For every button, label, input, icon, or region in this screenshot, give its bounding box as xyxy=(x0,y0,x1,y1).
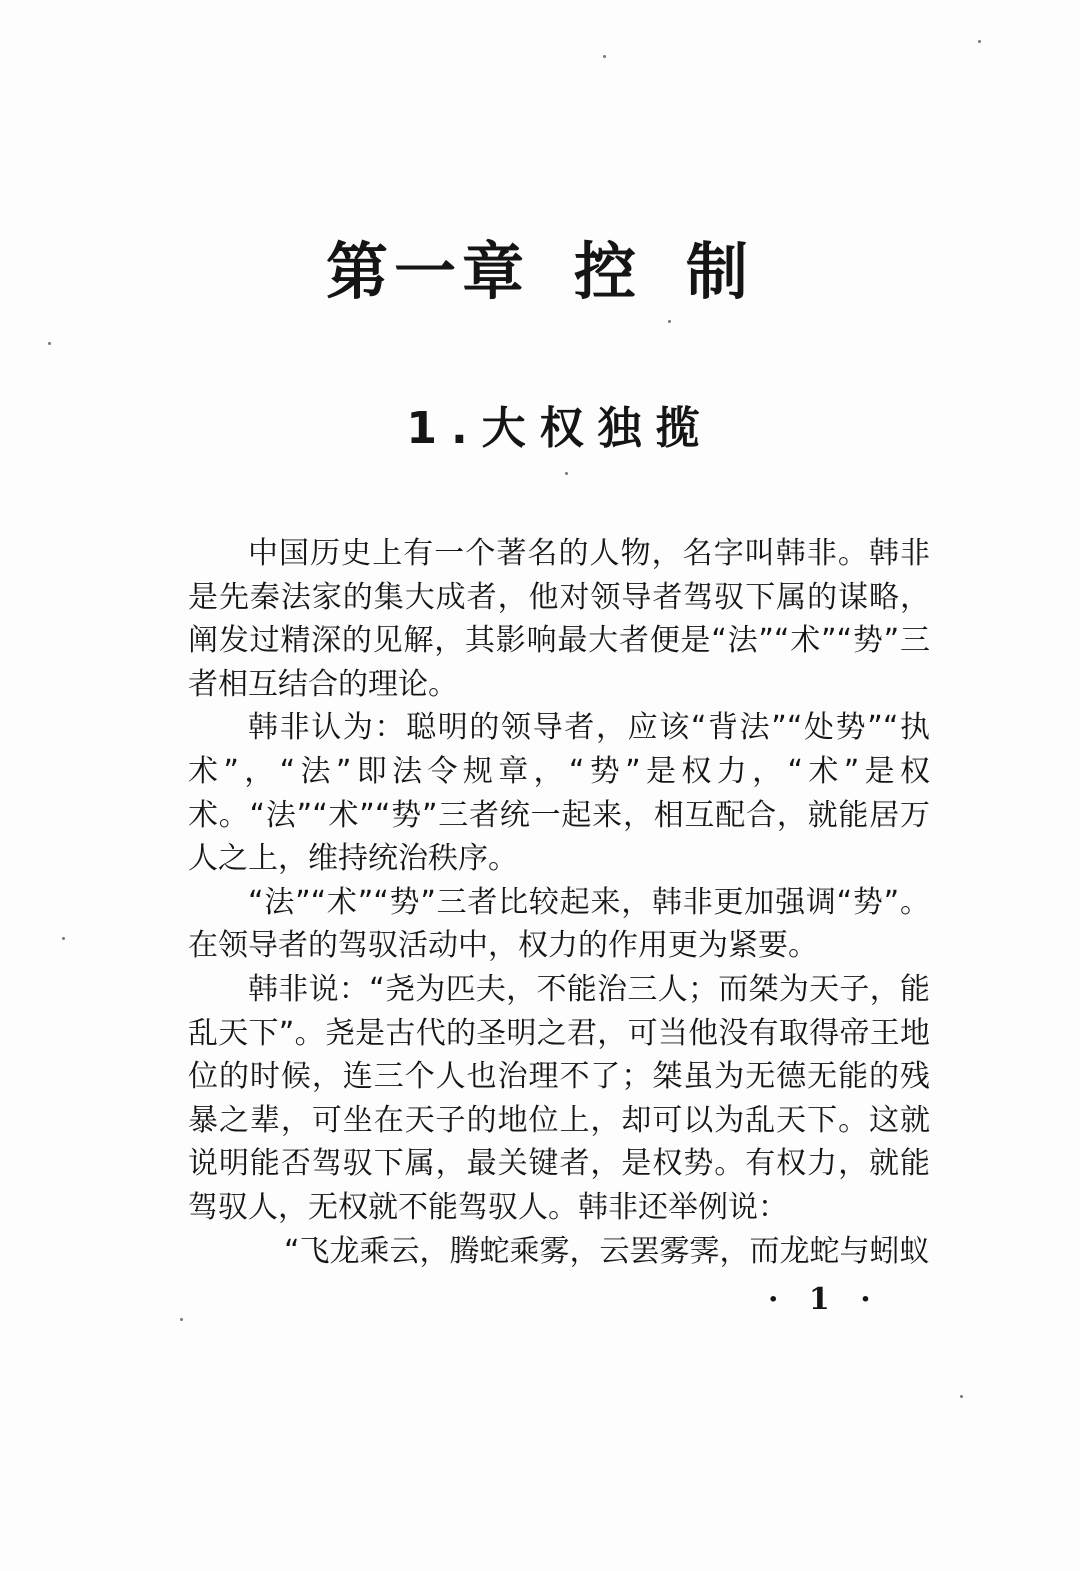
section-title: 1.大权独揽 xyxy=(406,403,714,454)
scan-speck xyxy=(62,937,65,940)
scan-speck xyxy=(668,320,671,323)
scan-speck xyxy=(978,40,981,43)
chapter-title xyxy=(0,222,1080,311)
paragraph-3: “法”“术”“势”三者比较起来，韩非更加强调“势”。在领导者的驾驭活动中，权力的作用更为紧要。 xyxy=(188,884,930,964)
scan-speck xyxy=(180,1318,183,1321)
scan-speck xyxy=(565,472,568,475)
body-text xyxy=(188,532,930,1273)
paragraph-4: 韩非说：“尧为匹夫，不能治三人；而桀为天子，能乱天下”。尧是古代的圣明之君，可当他没有取得帝王地位的时候，连三个人也治理不了；桀虽为无德无能的残暴之辈，可坐在天子的地位上，却可以为乱天下。这就说明能否驾驭下属，最关键者，是权势。有权力，就能驾驭人，无权就不能驾驭人。韩非还举例说： xyxy=(188,971,930,1225)
scan-speck xyxy=(960,1395,963,1398)
paragraph-2: 韩非认为：聪明的领导者，应该“背法”“处势”“执术”，“法”即法令规章，“势”是权力，“术”是权术。“法”“术”“势”三者统一起来，相互配合，就能居万人之上，维持统治秩序。 xyxy=(188,710,930,877)
scan-speck xyxy=(603,55,606,58)
chapter-title-word-2: 制 xyxy=(686,235,755,308)
chapter-title-word-1: 控 xyxy=(573,235,642,308)
paragraph-1: 中国历史上有一个著名的人物，名字叫韩非。韩非是先秦法家的集大成者，他对领导者驾驭下属的谋略，阐发过精深的见解，其影响最大者便是“法”“术”“势”三者相互结合的理论。 xyxy=(188,536,930,702)
page-number: · 1 · xyxy=(768,1282,881,1317)
scan-speck xyxy=(48,342,51,345)
quote-paragraph: “飞龙乘云，腾蛇乘雾，云罢雾霁，而龙蛇与蚓蚁 xyxy=(284,1233,930,1269)
chapter-title-number: 第一章 xyxy=(325,235,530,308)
